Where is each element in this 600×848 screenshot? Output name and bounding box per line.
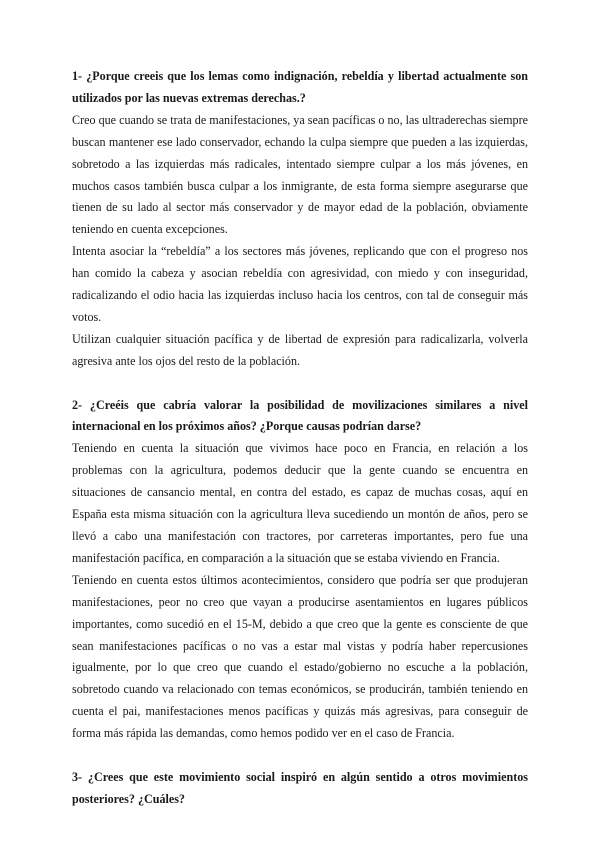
question-section-1 <box>72 66 528 373</box>
section-spacer <box>72 373 528 395</box>
question-2-heading: 2- ¿Creéis que cabría valorar la posibilidad de movilizaciones similares a nivel internacional en los próximos años? ¿Porque causas podrían darse? <box>72 397 528 434</box>
question-1-heading: 1- ¿Porque creeis que los lemas como indignación, rebeldía y libertad actualmente son utilizados por las nuevas extremas derechas.? <box>72 69 528 105</box>
question-3-heading: 3- ¿Crees que este movimiento social inspiró en algún sentido a otros movimientos posteriores? ¿Cuáles? <box>72 769 528 806</box>
answer-1-paragraph-2: Intenta asociar la “rebeldía” a los sectores más jóvenes, replicando que con el progreso nos han comido la cabeza y asocian rebeldía con agresividad, con miedo y con inseguridad, radicalizando el odio hacia las izquierdas incluso hacia los centros, con tal de conseguir más votos. <box>72 244 528 324</box>
answer-1-paragraph-3: Utilizan cualquier situación pacífica y de libertad de expresión para radicalizarla, volverla agresiva ante los ojos del resto de la población. <box>72 331 528 368</box>
section-spacer <box>72 745 528 767</box>
question-section-2 <box>72 395 528 746</box>
answer-1-paragraph-1: Creo que cuando se trata de manifestaciones, ya sean pacíficas o no, las ultraderechas siempre buscan mantener ese lado conservador, echando la culpa siempre que pueden a las izquierdas, sobretodo a las izquierdas más radicales, intentado siempre culpar a los más jóvenes, en muchos casos también busca culpar a los inmigrante, de esta forma siempre asegurarse que tienen de su lado al sector más conservador y de mayor edad de la población, obviamente teniendo en cuenta excepciones. <box>72 112 528 237</box>
answer-2-paragraph-1: Teniendo en cuenta la situación que vivimos hace poco en Francia, en relación a los problemas con la agricultura, podemos deducir que la gente cuando se encuentra en situaciones de cansancio mental, en contra del estado, es capaz de muchas cosas, aquí en España esta misma situación con la agricultura lleva sucediendo un montón de años, pero se llevó a cabo una manifestación con tractores, por carreteras importantes, pero fue una manifestación pacífica, en comparación a la situación que se estaba viviendo en Francia. <box>72 441 528 565</box>
document-body <box>72 66 528 811</box>
answer-2-paragraph-2: Teniendo en cuenta estos últimos acontecimientos, considero que podría ser que produjeran manifestaciones, peor no creo que vayan a producirse asentamientos en lugares públicos importantes, como sucedió en el 15-M, debido a que creo que la gente es consciente de que sean manifestaciones pacíficas o no vas a estar mal vistas y podría haber repercusiones igualmente, por lo que creo que cuando el estado/gobierno no escuche a la población, sobretodo cuando va relacionado con temas económicos, se producirán, también teniendo en cuenta el pai, manifestaciones menos pacíficas y quizás más agresivas, para conseguir de forma más rápida las demandas, como hemos podido ver en el caso de Francia. <box>72 572 528 741</box>
question-section-3 <box>72 767 528 811</box>
